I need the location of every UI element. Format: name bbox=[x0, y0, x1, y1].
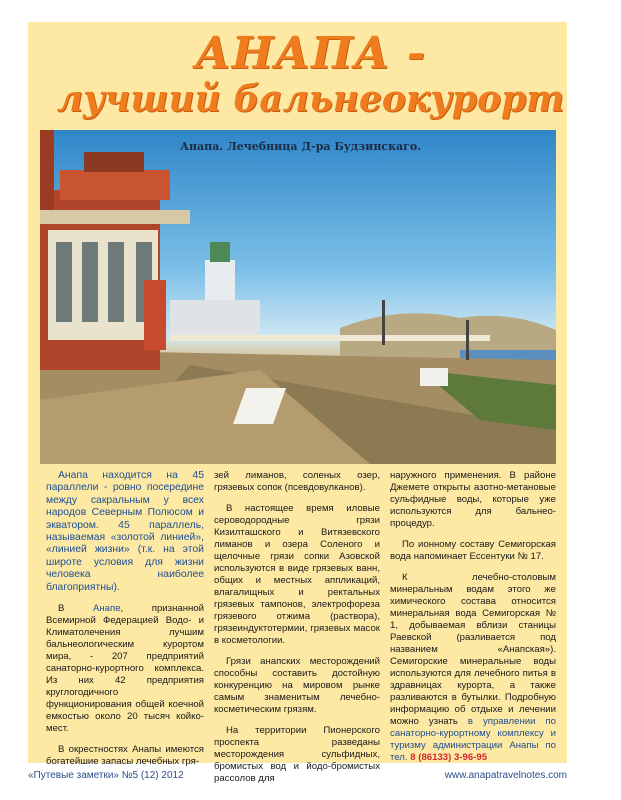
page-title: АНАПА - bbox=[194, 28, 427, 79]
footer-website[interactable]: www.anapatravelnotes.com bbox=[444, 770, 567, 781]
postcard-photo bbox=[40, 130, 556, 464]
lead-paragraph: Анапа находится на 45 параллели - ровно посередине между сакральным у всех народов Северным Полюсом и экватором. 45 параллель, называемая «золотой линией», «линией жизни» (т.к. на этой широте условия для жизни человека наиболее благоприятны). bbox=[46, 470, 204, 593]
photo-caption: Анапа. Лечебница Д-ра Будзинскаго. bbox=[180, 140, 422, 153]
column-2 bbox=[214, 470, 380, 794]
paragraph: В окрестностях Анапы имеются богатейшие запасы лечебных гря- bbox=[46, 744, 204, 768]
column-3 bbox=[390, 470, 556, 773]
paragraph: На территории Пионерского проспекта разведаны месторождения сульфидных, бромистых вод и йодо-бромистых рассолов для bbox=[214, 725, 380, 784]
highlight-anapa: Анапе bbox=[92, 603, 121, 615]
paragraph: К лечебно-столовым минеральным водам этого же химического состава относится минеральная вода Семигорская № 1, добываемая вблизи станицы Раевской (разливается под названием «Анапская»). Семигорские минеральные воды используются для лечебного питья в здравницах курорта, а также разливаются в бутылки. Подробную информацию об отдыхе и лечении можно узнать в управлении по санаторно-курортному комплексу и туризму администрации Анапы по тел. 8 (86133) 3-96-95 bbox=[390, 572, 557, 763]
page-subtitle: лучший бальнеокурорт bbox=[56, 78, 565, 120]
paragraph: зей лиманов, соленых озер, грязевых сопок (псевдовулканов). bbox=[214, 470, 380, 493]
footer-issue: «Путевые заметки» №5 (12) 2012 bbox=[28, 770, 184, 781]
paragraph: Грязи анапских месторождений способны составить достойную конкуренцию на мировом рынке самым знаменитым лечебно-косметическим грязям. bbox=[214, 656, 380, 715]
column-1 bbox=[46, 470, 204, 777]
paragraph: По ионному составу Семигорская вода напоминает Ессентуки № 17. bbox=[390, 539, 556, 562]
postcard-illustration bbox=[40, 130, 556, 464]
paragraph: В Анапе, признанной Всемирной Федерацией Водо- и Климатолечения лучшим бальнеологическим курортом мира, - 207 предприятий санаторно-курортного комплекса. Из них 42 предприятия круглогодичного функционирования общей коечной емкостью около 20 тысяч койко-мест. bbox=[46, 603, 204, 735]
paragraph: В настоящее время иловые сероводородные грязи Кизилташского и Витязевского лиманов и озера Соленого и щелочные грязи сопки Азовской используются в виде грязевых ванн, общих и местных аппликаций, влагалищных и ректальных грязевых тампонов, электрофореза грязевого отжима (раствора), грязеиндуктотермии, грязевых масок в косметологии. bbox=[214, 503, 380, 646]
contact-text: в управлении по санаторно-курортному комплексу и туризму администрации Анапы по тел. bbox=[390, 716, 557, 763]
paragraph: наружного применения. В районе Джемете открыты азотно-метановые сульфидные воды, которые уже используются для бальнео-процедур. bbox=[390, 470, 556, 529]
phone-number: 8 (86133) 3-96-95 bbox=[410, 752, 488, 763]
